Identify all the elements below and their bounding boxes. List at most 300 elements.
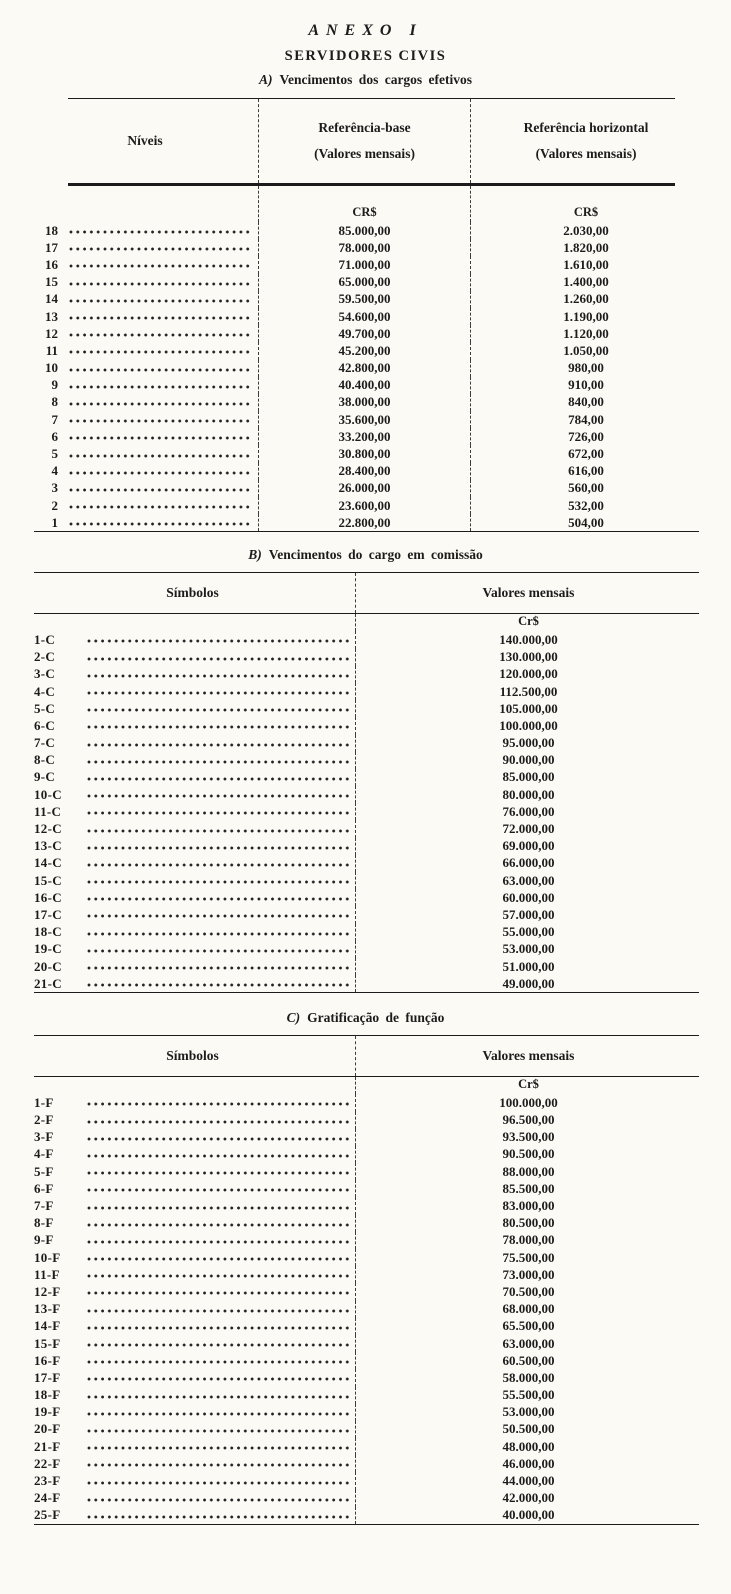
simbolo-value: 11-C <box>34 803 62 819</box>
dot-leader <box>69 260 253 272</box>
nivel-value: 1 <box>51 514 58 530</box>
valor-mensal-value: 49.000,00 <box>355 975 701 992</box>
dot-leader <box>87 1339 350 1351</box>
table-row <box>30 649 701 666</box>
referencia-base-value: 59.500,00 <box>258 291 470 308</box>
valor-mensal-value: 90.500,00 <box>355 1146 701 1163</box>
table-row <box>30 1232 701 1249</box>
simbolo-value: 17-F <box>34 1369 61 1385</box>
referencia-horizontal-value: 840,00 <box>470 394 701 411</box>
table-c-body <box>30 1094 701 1524</box>
table-row <box>30 889 701 906</box>
simbolo-value: 1-C <box>34 631 56 647</box>
simbolo-value: 13-C <box>34 838 62 854</box>
dot-leader <box>87 1391 350 1403</box>
table-row <box>30 325 701 342</box>
referencia-base-value: 65.000,00 <box>258 274 470 291</box>
referencia-horizontal-value: 1.120,00 <box>470 325 701 342</box>
table-b-currency-row <box>30 614 701 631</box>
table-row <box>30 342 701 359</box>
col-header-referencia-base: Referência-base <box>318 120 411 135</box>
valor-mensal-value: 65.500,00 <box>355 1318 701 1335</box>
dot-leader <box>87 1167 350 1179</box>
dot-leader <box>87 893 350 905</box>
dot-leader <box>69 415 253 427</box>
dot-leader <box>87 1425 350 1437</box>
table-row <box>30 631 701 648</box>
simbolo-value: 13-F <box>34 1301 61 1317</box>
valor-mensal-value: 76.000,00 <box>355 803 701 820</box>
referencia-horizontal-value: 726,00 <box>470 428 701 445</box>
table-row <box>30 1438 701 1455</box>
table-row <box>30 872 701 889</box>
valor-mensal-value: 60.000,00 <box>355 889 701 906</box>
currency-label: Cr$ <box>355 1077 701 1094</box>
valor-mensal-value: 55.000,00 <box>355 924 701 941</box>
table-row <box>30 1283 701 1300</box>
dot-leader <box>87 825 350 837</box>
valor-mensal-value: 68.000,00 <box>355 1301 701 1318</box>
table-row <box>30 924 701 941</box>
table-row <box>30 1249 701 1266</box>
referencia-horizontal-value: 616,00 <box>470 463 701 480</box>
table-row <box>30 958 701 975</box>
dot-leader <box>87 1373 350 1385</box>
referencia-horizontal-value: 1.610,00 <box>470 256 701 273</box>
simbolo-value: 16-F <box>34 1352 61 1368</box>
referencia-base-value: 23.600,00 <box>258 497 470 514</box>
valor-mensal-value: 80.000,00 <box>355 786 701 803</box>
dot-leader <box>87 1477 350 1489</box>
dot-leader <box>87 1184 350 1196</box>
dot-leader <box>87 842 350 854</box>
document-subtitle: SERVIDORES CIVIS <box>284 48 447 64</box>
dot-leader <box>87 1322 350 1334</box>
valor-mensal-value: 50.500,00 <box>355 1421 701 1438</box>
referencia-base-value: 33.200,00 <box>258 428 470 445</box>
simbolo-value: 18-C <box>34 924 62 940</box>
vencimentos-cargos-efetivos-table <box>30 98 701 532</box>
valor-mensal-value: 46.000,00 <box>355 1455 701 1472</box>
simbolo-value: 8-C <box>34 752 56 768</box>
currency-label: Cr$ <box>355 614 701 631</box>
col-subheader-valores-mensais: (Valores mensais) <box>535 146 637 161</box>
simbolo-value: 25-F <box>34 1507 61 1523</box>
nivel-value: 8 <box>51 394 58 410</box>
referencia-base-value: 54.600,00 <box>258 308 470 325</box>
table-row <box>30 514 701 531</box>
nivel-value: 5 <box>51 446 58 462</box>
table-row <box>30 308 701 325</box>
section-b <box>30 547 701 993</box>
dot-leader <box>87 756 350 768</box>
table-row <box>30 1387 701 1404</box>
table-row <box>30 1129 701 1146</box>
simbolo-value: 1-F <box>34 1094 54 1110</box>
table-row <box>30 683 701 700</box>
valor-mensal-value: 90.000,00 <box>355 752 701 769</box>
table-row <box>30 1352 701 1369</box>
valor-mensal-value: 130.000,00 <box>355 649 701 666</box>
table-row <box>30 428 701 445</box>
section-c-title: Gratificação de função <box>307 1010 445 1026</box>
valor-mensal-value: 63.000,00 <box>355 1335 701 1352</box>
dot-leader <box>69 364 253 376</box>
table-row <box>30 700 701 717</box>
valor-mensal-value: 100.000,00 <box>355 1094 701 1111</box>
nivel-value: 14 <box>45 291 58 307</box>
valor-mensal-value: 53.000,00 <box>355 1404 701 1421</box>
gratificacao-funcao-table <box>30 1035 701 1525</box>
nivel-value: 13 <box>45 308 58 324</box>
referencia-base-value: 85.000,00 <box>258 222 470 239</box>
valor-mensal-value: 95.000,00 <box>355 735 701 752</box>
simbolo-value: 22-F <box>34 1455 61 1471</box>
dot-leader <box>87 1442 350 1454</box>
table-row <box>30 666 701 683</box>
vencimentos-cargo-comissao-table <box>30 572 701 993</box>
nivel-value: 3 <box>51 480 58 496</box>
dot-leader <box>87 1270 350 1282</box>
table-a-body <box>30 222 701 531</box>
table-row <box>30 1490 701 1507</box>
valor-mensal-value: 140.000,00 <box>355 631 701 648</box>
nivel-value: 18 <box>45 222 58 238</box>
table-row <box>30 1215 701 1232</box>
referencia-horizontal-value: 2.030,00 <box>470 222 701 239</box>
col-subheader-valores-mensais: (Valores mensais) <box>314 146 415 161</box>
table-b-body <box>30 631 701 992</box>
dot-leader <box>87 859 350 871</box>
dot-leader <box>87 1133 350 1145</box>
simbolo-value: 20-C <box>34 958 62 974</box>
table-row <box>30 717 701 734</box>
referencia-horizontal-value: 532,00 <box>470 497 701 514</box>
referencia-base-value: 71.000,00 <box>258 256 470 273</box>
currency-label: CR$ <box>470 186 701 222</box>
simbolo-value: 3-C <box>34 666 56 682</box>
table-row <box>30 360 701 377</box>
dot-leader <box>87 687 350 699</box>
nivel-value: 17 <box>45 239 58 255</box>
dot-leader <box>69 329 253 341</box>
section-b-heading <box>30 547 701 563</box>
referencia-base-value: 30.800,00 <box>258 445 470 462</box>
simbolo-value: 10-C <box>34 786 62 802</box>
col-header-referencia-horizontal: Referência horizontal <box>523 120 649 135</box>
document-title: ANEXO I <box>308 22 423 39</box>
table-row <box>30 752 701 769</box>
dot-leader <box>69 226 253 238</box>
referencia-horizontal-value: 1.820,00 <box>470 239 701 256</box>
dot-leader <box>87 945 350 957</box>
valor-mensal-value: 42.000,00 <box>355 1490 701 1507</box>
simbolo-value: 10-F <box>34 1249 61 1265</box>
nivel-value: 7 <box>51 411 58 427</box>
referencia-horizontal-value: 1.260,00 <box>470 291 701 308</box>
simbolo-value: 20-F <box>34 1421 61 1437</box>
dot-leader <box>69 501 253 513</box>
dot-leader <box>87 653 350 665</box>
valor-mensal-value: 112.500,00 <box>355 683 701 700</box>
table-row <box>30 1146 701 1163</box>
dot-leader <box>69 346 253 358</box>
valor-mensal-value: 105.000,00 <box>355 700 701 717</box>
section-c <box>30 1010 701 1525</box>
simbolo-value: 14-F <box>34 1318 61 1334</box>
simbolo-value: 4-F <box>34 1146 54 1162</box>
referencia-base-value: 78.000,00 <box>258 239 470 256</box>
horizontal-rule <box>34 992 699 993</box>
dot-leader <box>87 1494 350 1506</box>
table-row <box>30 445 701 462</box>
dot-leader <box>69 381 253 393</box>
nivel-value: 6 <box>51 428 58 444</box>
simbolo-value: 2-F <box>34 1112 54 1128</box>
referencia-base-value: 45.200,00 <box>258 342 470 359</box>
valor-mensal-value: 63.000,00 <box>355 872 701 889</box>
valor-mensal-value: 100.000,00 <box>355 717 701 734</box>
simbolo-value: 9-C <box>34 769 56 785</box>
referencia-base-value: 28.400,00 <box>258 463 470 480</box>
simbolo-value: 15-C <box>34 872 62 888</box>
col-header-simbolos: Símbolos <box>166 1048 219 1064</box>
table-row <box>30 1404 701 1421</box>
dot-leader <box>87 704 350 716</box>
valor-mensal-value: 96.500,00 <box>355 1112 701 1129</box>
valor-mensal-value: 88.000,00 <box>355 1163 701 1180</box>
dot-leader <box>87 1511 350 1523</box>
table-row <box>30 411 701 428</box>
simbolo-value: 6-F <box>34 1180 54 1196</box>
dot-leader <box>87 1219 350 1231</box>
simbolo-value: 5-C <box>34 700 56 716</box>
nivel-value: 4 <box>51 463 58 479</box>
referencia-base-value: 38.000,00 <box>258 394 470 411</box>
valor-mensal-value: 51.000,00 <box>355 958 701 975</box>
table-row <box>30 1112 701 1129</box>
valor-mensal-value: 85.000,00 <box>355 769 701 786</box>
table-row <box>30 239 701 256</box>
table-a-currency-row <box>30 186 701 222</box>
section-b-label: B) <box>248 547 262 563</box>
nivel-value: 16 <box>45 256 58 272</box>
table-row <box>30 855 701 872</box>
referencia-horizontal-value: 784,00 <box>470 411 701 428</box>
col-header-niveis: Níveis <box>127 133 163 148</box>
col-header-valores-mensais: Valores mensais <box>482 1048 575 1064</box>
referencia-base-value: 26.000,00 <box>258 480 470 497</box>
dot-leader <box>69 484 253 496</box>
nivel-value: 2 <box>51 497 58 513</box>
valor-mensal-value: 83.000,00 <box>355 1197 701 1214</box>
referencia-base-value: 40.400,00 <box>258 377 470 394</box>
section-a-heading <box>30 72 701 88</box>
table-row <box>30 769 701 786</box>
table-row <box>30 803 701 820</box>
section-c-label: C) <box>286 1010 301 1026</box>
dot-leader <box>87 962 350 974</box>
table-row <box>30 975 701 992</box>
simbolo-value: 18-F <box>34 1387 61 1403</box>
table-row <box>30 480 701 497</box>
valor-mensal-value: 57.000,00 <box>355 906 701 923</box>
section-a <box>30 72 701 532</box>
dot-leader <box>87 1253 350 1265</box>
table-c-header <box>30 1036 701 1076</box>
dot-leader <box>87 1459 350 1471</box>
table-row <box>30 786 701 803</box>
dot-leader <box>69 278 253 290</box>
dot-leader <box>69 312 253 324</box>
simbolo-value: 12-C <box>34 821 62 837</box>
valor-mensal-value: 55.500,00 <box>355 1387 701 1404</box>
nivel-value: 11 <box>45 342 58 358</box>
valor-mensal-value: 75.500,00 <box>355 1249 701 1266</box>
valor-mensal-value: 72.000,00 <box>355 820 701 837</box>
referencia-horizontal-value: 1.400,00 <box>470 274 701 291</box>
table-row <box>30 463 701 480</box>
referencia-base-value: 49.700,00 <box>258 325 470 342</box>
valor-mensal-value: 93.500,00 <box>355 1129 701 1146</box>
col-header-simbolos: Símbolos <box>166 585 219 601</box>
dot-leader <box>87 1408 350 1420</box>
dot-leader <box>69 450 253 462</box>
valor-mensal-value: 73.000,00 <box>355 1266 701 1283</box>
referencia-base-value: 35.600,00 <box>258 411 470 428</box>
table-row <box>30 1455 701 1472</box>
table-row <box>30 1180 701 1197</box>
table-row <box>30 1421 701 1438</box>
simbolo-value: 19-C <box>34 941 62 957</box>
referencia-horizontal-value: 1.190,00 <box>470 308 701 325</box>
simbolo-value: 6-C <box>34 717 56 733</box>
dot-leader <box>87 1287 350 1299</box>
dot-leader <box>69 432 253 444</box>
table-b-header <box>30 573 701 613</box>
referencia-base-value: 22.800,00 <box>258 514 470 531</box>
dot-leader <box>87 670 350 682</box>
referencia-horizontal-value: 1.050,00 <box>470 342 701 359</box>
col-header-valores-mensais: Valores mensais <box>482 585 575 601</box>
simbolo-value: 16-C <box>34 889 62 905</box>
dot-leader <box>87 928 350 940</box>
simbolo-value: 23-F <box>34 1473 61 1489</box>
simbolo-value: 21-C <box>34 975 62 991</box>
table-row <box>30 1094 701 1111</box>
simbolo-value: 9-F <box>34 1232 54 1248</box>
nivel-value: 9 <box>51 377 58 393</box>
valor-mensal-value: 58.000,00 <box>355 1369 701 1386</box>
table-row <box>30 256 701 273</box>
valor-mensal-value: 80.500,00 <box>355 1215 701 1232</box>
simbolo-value: 19-F <box>34 1404 61 1420</box>
dot-leader <box>69 398 253 410</box>
dot-leader <box>87 635 350 647</box>
dot-leader <box>87 1356 350 1368</box>
dot-leader <box>87 1116 350 1128</box>
simbolo-value: 11-F <box>34 1266 60 1282</box>
nivel-value: 10 <box>45 360 58 376</box>
table-row <box>30 1197 701 1214</box>
section-a-label: A) <box>258 72 273 87</box>
dot-leader <box>69 243 253 255</box>
referencia-horizontal-value: 672,00 <box>470 445 701 462</box>
table-row <box>30 1369 701 1386</box>
referencia-base-value: 42.800,00 <box>258 360 470 377</box>
section-a-title: Vencimentos dos cargos efetivos <box>279 72 473 87</box>
dot-leader <box>87 1236 350 1248</box>
simbolo-value: 7-C <box>34 735 56 751</box>
table-row <box>30 1472 701 1489</box>
table-row <box>30 274 701 291</box>
valor-mensal-value: 85.500,00 <box>355 1180 701 1197</box>
nivel-value: 12 <box>45 325 58 341</box>
simbolo-value: 14-C <box>34 855 62 871</box>
table-c-currency-row <box>30 1077 701 1094</box>
section-c-heading <box>30 1010 701 1026</box>
table-row <box>30 1335 701 1352</box>
valor-mensal-value: 66.000,00 <box>355 855 701 872</box>
currency-label: CR$ <box>258 186 470 222</box>
simbolo-value: 24-F <box>34 1490 61 1506</box>
dot-leader <box>87 876 350 888</box>
referencia-horizontal-value: 910,00 <box>470 377 701 394</box>
simbolo-value: 3-F <box>34 1129 54 1145</box>
dot-leader <box>87 773 350 785</box>
dot-leader <box>69 295 253 307</box>
dot-leader <box>87 790 350 802</box>
simbolo-value: 2-C <box>34 649 56 665</box>
section-b-title: Vencimentos do cargo em comissão <box>268 547 483 563</box>
referencia-horizontal-value: 560,00 <box>470 480 701 497</box>
dot-leader <box>87 721 350 733</box>
dot-leader <box>87 739 350 751</box>
simbolo-value: 17-C <box>34 906 62 922</box>
valor-mensal-value: 44.000,00 <box>355 1472 701 1489</box>
valor-mensal-value: 78.000,00 <box>355 1232 701 1249</box>
table-row <box>30 1318 701 1335</box>
horizontal-rule <box>34 1524 699 1525</box>
valor-mensal-value: 40.000,00 <box>355 1507 701 1524</box>
table-row <box>30 820 701 837</box>
dot-leader <box>87 1305 350 1317</box>
table-row <box>30 1301 701 1318</box>
dot-leader <box>87 979 350 991</box>
dot-leader <box>87 807 350 819</box>
table-row <box>30 1266 701 1283</box>
referencia-horizontal-value: 980,00 <box>470 360 701 377</box>
table-row <box>30 222 701 239</box>
nivel-value: 15 <box>45 274 58 290</box>
simbolo-value: 12-F <box>34 1283 61 1299</box>
dot-leader <box>69 467 253 479</box>
simbolo-value: 15-F <box>34 1335 61 1351</box>
dot-leader <box>87 1202 350 1214</box>
valor-mensal-value: 70.500,00 <box>355 1283 701 1300</box>
dot-leader <box>69 518 253 530</box>
valor-mensal-value: 120.000,00 <box>355 666 701 683</box>
table-row <box>30 394 701 411</box>
table-row <box>30 377 701 394</box>
simbolo-value: 21-F <box>34 1438 61 1454</box>
table-row <box>30 291 701 308</box>
valor-mensal-value: 60.500,00 <box>355 1352 701 1369</box>
referencia-horizontal-value: 504,00 <box>470 514 701 531</box>
table-row <box>30 1507 701 1524</box>
dot-leader <box>87 1150 350 1162</box>
dot-leader <box>87 910 350 922</box>
